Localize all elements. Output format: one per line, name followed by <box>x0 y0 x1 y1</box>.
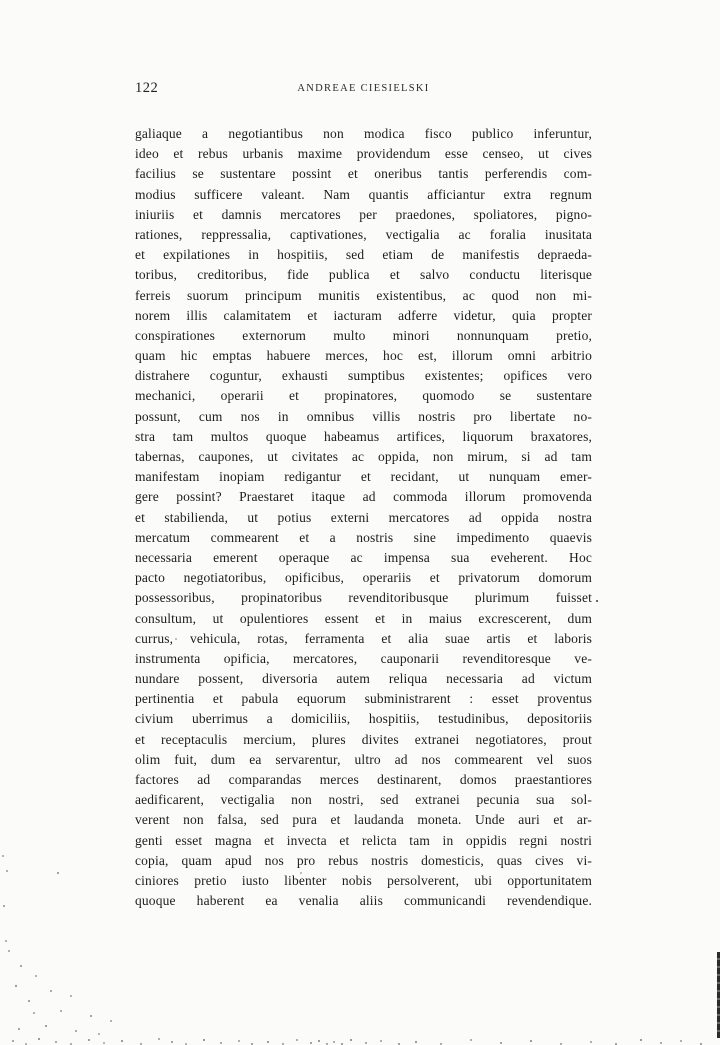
running-header: ANDREAE CIESIELSKI <box>297 83 430 94</box>
text-line: ideo et rebus urbanis maxime providendum esse censeo, ut cives <box>135 146 592 162</box>
text-line: stra tam multos quoque habeamus artifices, liquorum braxatores, <box>135 428 592 444</box>
text-line: factores ad comparandas merces destinarent, domos praestantiores <box>135 772 592 787</box>
text-line: toribus, creditoribus, fide publica et salvo conductu literisque <box>135 267 592 283</box>
text-line: distrahere coguntur, exhausti sumptibus existentes; opifices vero <box>135 368 592 384</box>
body-text <box>135 124 592 911</box>
text-line: consultum, ut opulentiores essent et in maius excrescerent, dum <box>135 610 592 626</box>
text-line: facilius se sustentare possint et oneribus tantis perferendis com- <box>135 166 592 182</box>
text-line: gere possint? Praestaret itaque ad commoda illorum promovenda <box>135 489 592 505</box>
text-line: possunt, cum nos in omnibus villis nostris pro libertate no- <box>135 408 592 424</box>
text-line: instrumenta opificia, mercatores, cauponarii revenditoresque ve- <box>135 650 592 666</box>
text-line: mercatum commearent et a nostris sine impedimento quaevis <box>135 529 592 545</box>
text-line: olim fuit, dum ea servarentur, ultro ad nos commearent vel suos <box>135 751 592 767</box>
text-line: nundare possent, diversoria autem reliqua necessaria ad victum <box>135 671 592 687</box>
text-line: modius sufficere valeant. Nam quantis afficiantur extra regnum <box>135 186 592 202</box>
text-line: necessaria emerent operaque ac impensa sua eveherent. Hoc <box>135 549 592 565</box>
page-number: 122 <box>135 80 159 96</box>
text-line: ferreis suorum principum munitis existentibus, ac quod non mi- <box>135 287 592 303</box>
text-line: iniuriis et damnis mercatores per praedones, spoliatores, pigno- <box>135 206 592 222</box>
text-line: verent non falsa, sed pura et laudanda moneta. Unde auri et ar- <box>135 812 592 828</box>
text-line: manifestam inopiam redigantur et recidant, ut nunquam emer- <box>135 469 592 485</box>
text-line: civium uberrimus a domiciliis, hospitiis, testudinibus, depositoriis <box>135 711 592 727</box>
text-line: pertinentia et pabula equorum subministrarent : esset proventus <box>135 691 592 707</box>
text-line: currus, vehicula, rotas, ferramenta et alia suae artis et laboris <box>135 630 592 646</box>
ink-speck <box>596 600 598 602</box>
text-line: tabernas, caupones, ut civitates ac oppida, non mirum, si ad tam <box>135 449 592 464</box>
text-line: aedificarent, vectigalia non nostri, sed extranei pecunia sua sol- <box>135 792 592 808</box>
text-line: quoque haberent ea venalia aliis communicandi revendendique. <box>135 893 592 909</box>
text-line: conspirationes externorum multo minori nonnunquam pretio, <box>135 327 592 343</box>
text-line: et receptaculis mercium, plures divites extranei negotiatores, prout <box>135 731 592 747</box>
text-line: ciniores pretio iusto libenter nobis persolverent, ubi opportunitatem <box>135 872 592 888</box>
text-line: et expilationes in hospitiis, sed etiam de manifestis depraeda- <box>135 247 592 263</box>
text-line: et stabilienda, ut potius externi mercatores ad oppida nostra <box>135 509 592 525</box>
text-line: possessoribus, propinatoribus revenditoribusque plurimum fuisset <box>135 590 592 606</box>
text-line: genti esset magna et invecta et relicta tam in oppidis regni nostri <box>135 832 592 848</box>
text-line: mechanici, operarii et propinatores, quomodo se sustentare <box>135 388 592 404</box>
page-header <box>135 80 592 100</box>
text-line: quam hic emptas habuere merces, hoc est, illorum omni arbitrio <box>135 348 592 364</box>
scan-noise-speckles <box>0 0 2 2</box>
text-line: galiaque a negotiantibus non modica fisco publico inferuntur, <box>135 126 592 141</box>
text-line: copia, quam apud nos pro rebus nostris domesticis, quas cives vi- <box>135 852 592 868</box>
text-line: rationes, reppressalia, captivationes, vectigalia ac foralia inusitata <box>135 226 592 242</box>
text-line: pacto negotiatoribus, opificibus, operariis et privatorum domorum <box>135 570 592 586</box>
text-line: norem illis calamitatem et iacturam adferre videtur, quia propter <box>135 307 592 323</box>
